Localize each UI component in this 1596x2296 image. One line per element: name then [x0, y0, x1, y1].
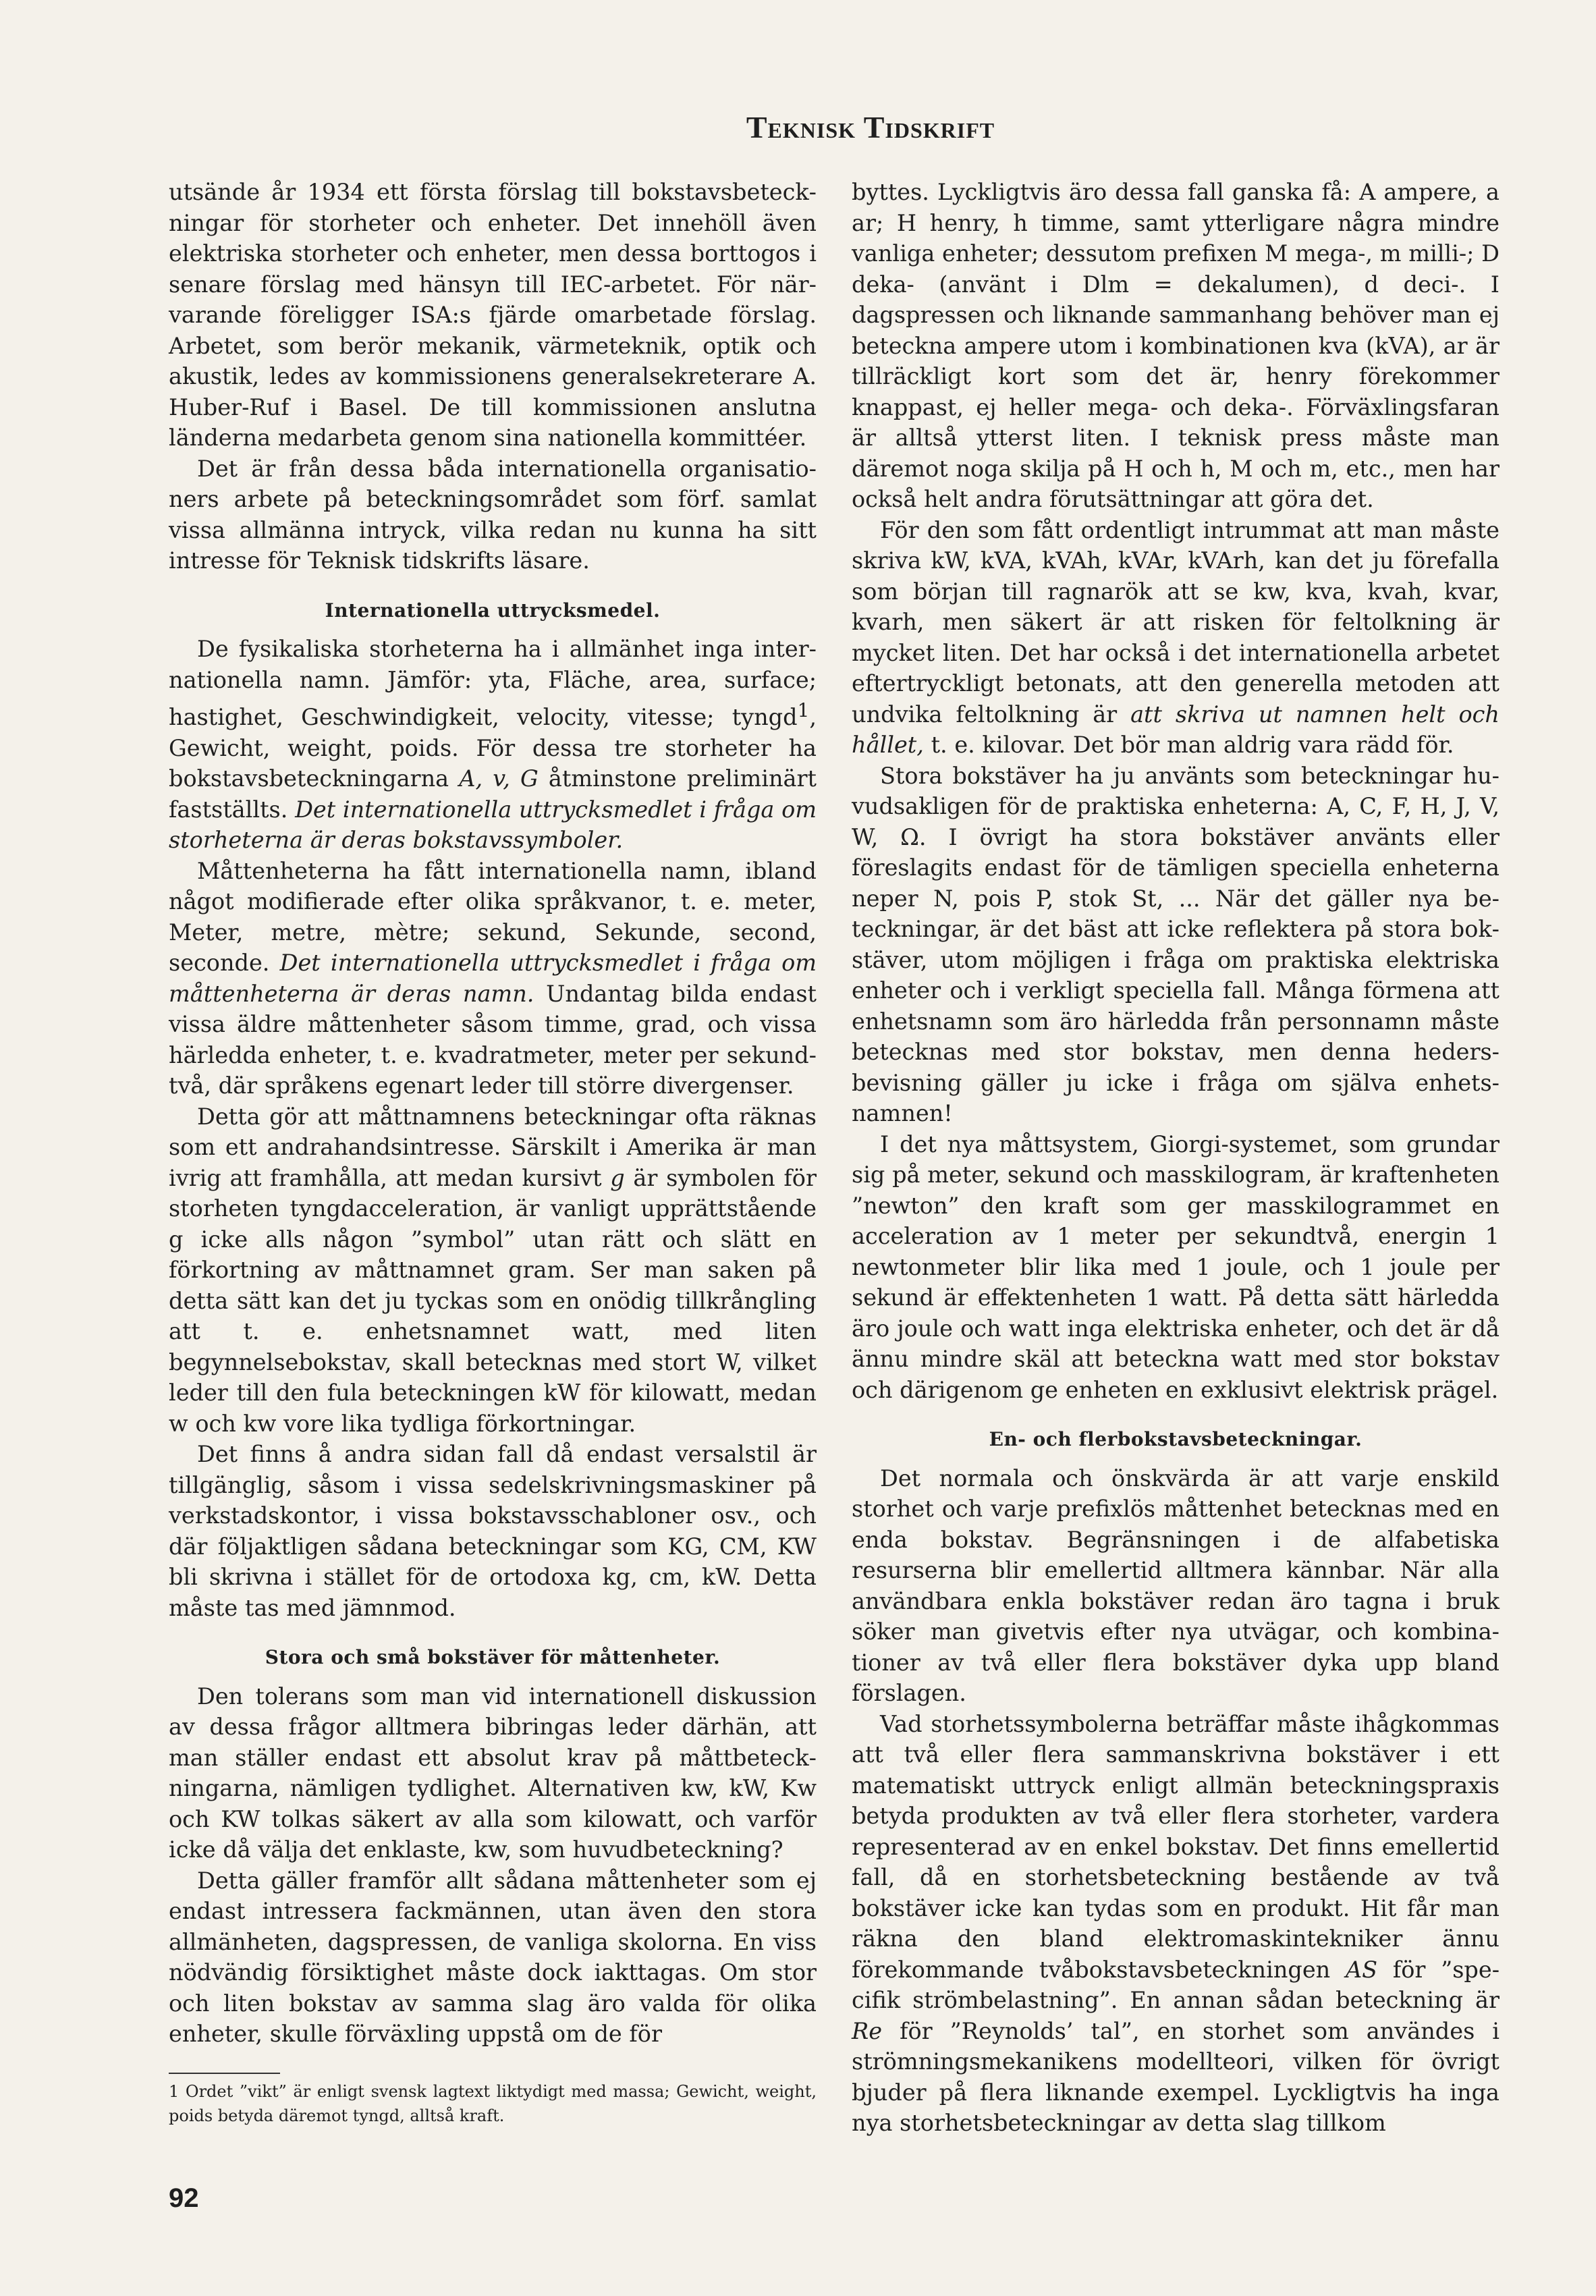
paragraph: Detta gör att måttnamnens beteckningar ofta räknas som ett andrahandsintresse. Särskilt i Amerika är man ivrig att framhålla, att medan kursivt g är symbolen för storheten tyngdacceleration, är vanligt upprättstående g icke alls någon ”symbol” utan rätt och slätt en förkortning av måttnamnet gram. Ser man saken på detta sätt kan det ju tyckas som en onödig tillkrångling att t. e. enhetsnamnet watt, med liten begynnelsebokstav, skall betecknas med stort W, vilket leder till den fula beteckningen kW för kilowatt, medan w och kw vore lika tydliga förkortningar.	[169, 1103, 817, 1437]
paragraph: utsände år 1934 ett första förslag till bokstavsbeteckningar för storheter och enheter. Det innehöll även elektriska storheter och enheter, men dessa borttogos i senare förslag med hänsyn till IEC-arbetet. För närvarande föreligger ISA:s fjärde omarbetade förslag. Arbetet, som berör mekanik, värmeteknik, optik och akustik, ledes av kommissionens generalsekreterare A. Huber-Ruf i Basel. De till kommissionen anslutna länderna medarbeta genom sina nationella kommittéer.	[169, 179, 817, 451]
paragraph: Detta gäller framför allt sådana måttenheter som ej endast intressera fackmännen, utan även den stora allmänheten, dagspressen, de vanliga skolorna. En viss nödvändig försiktighet måste dock iakttagas. Om stor och liten bokstav av samma slag äro valda för olika enheter, skulle förväxling uppstå om de för	[169, 1867, 817, 2048]
left-column	[169, 177, 817, 2128]
section-heading: Stora och små bokstäver för måttenheter.	[265, 1646, 721, 1669]
paragraph: Det finns å andra sidan fall då endast versalstil är tillgänglig, såsom i vissa sedelskrivningsmaskiner på verkstadskontor, i vissa bokstavsschabloner osv., och där följaktligen sådana beteckningar som KG, CM, KW bli skrivna i stället för de ortodoxa kg, cm, kW. Detta måste tas med jämnmod.	[169, 1441, 817, 1621]
symbol: AS	[1345, 1956, 1378, 1983]
section-heading: En- och flerbokstavsbeteckningar.	[989, 1428, 1363, 1450]
emphasis: Det internationella uttrycksmedlet i fråga om måttenheterna är deras namn.	[169, 950, 817, 1007]
paragraph: Det är från dessa båda internationella organisationers arbete på beteckningsområdet som förf. samlat vissa allmänna intryck, vilka redan nu kunna ha sitt intresse för Teknisk tidskrifts läsare.	[169, 455, 817, 574]
journal-masthead: Teknisk Tidskrift	[746, 110, 995, 144]
emphasis: Det internationella uttrycksmedlet i fråga om storheterna är deras bokstavssymboler.	[169, 796, 817, 854]
paragraph: Vad storhetssymbolerna beträffar måste ihågkommas att två eller flera sammanskrivna bokstäver i ett matematiskt uttryck enligt allmän beteckningspraxis betyda produkten av två eller flera storheter, vardera representerad av en enkel bokstav. Det finns emellertid fall, då en storhetsbeteckning bestående av två bokstäver icke kan tydas som en produkt. Hit får man räkna den bland elektromaskintekniker ännu förekommande tvåbokstavsbeteckningen AS för ”specifik strömbelastning”. En annan sådan beteckning är Re för ”Reynolds’ tal”, en storhet som användes i strömningsmekanikens modellteori, vilken för övrigt bjuder på flera liknande exempel. Lyckligtvis ha inga nya storhetsbeteckningar av detta slag tillkom	[852, 1710, 1500, 2136]
symbol: Re	[852, 2017, 883, 2044]
right-column	[852, 177, 1499, 2139]
footnote-ref: 1	[797, 699, 810, 721]
emphasis: att skriva ut namnen helt och hållet,	[852, 701, 1499, 758]
footnote-divider	[169, 2073, 280, 2074]
paragraph: Den tolerans som man vid internationell diskussion av dessa frågor alltmera bibringas leder därhän, att man ställer endast ett absolut krav på måttbeteckningarna, nämligen tydlighet. Alternativen kw, kW, Kw och KW tolkas säkert av alla som kilowatt, och varför icke då välja det enklaste, kw, som huvudbeteckning?	[169, 1683, 817, 1863]
paragraph: För den som fått ordentligt intrummat att man måste skriva kW, kVA, kVAh, kVAr, kVArh, kan det ju förefalla som början till ragnarök att se kw, kva, kvah, kvar, kvarh, men säkert är att risken för feltolkning är mycket liten. Det har också i det internationella arbetet eftertryckligt betonats, att den generella metoden att undvika feltolkning är att skriva ut namnen helt och hållet, t. e. kilovar. Det bör man aldrig vara rädd för.	[852, 516, 1499, 758]
section-heading: Internationella uttrycksmedel.	[325, 599, 661, 622]
paragraph: Det normala och önskvärda är att varje enskild storhet och varje prefixlös måttenhet betecknas med en enda bokstav. Begränsningen i de alfabetiska resurserna blir emellertid alltmera kännbar. När alla användbara enkla bokstäver redan äro tagna i bruk söker man givetvis efter nya utvägar, och kombinationer av två eller flera bokstäver dyka upp bland förslagen.	[852, 1465, 1499, 1706]
paragraph: De fysikaliska storheterna ha i allmänhet inga internationella namn. Jämför: yta, Fläche, area, surface; hastighet, Geschwindigkeit, velocity, vitesse; tyngd$^1$, Gewicht, weight, poids. För dessa tre storheter ha bokstavsbeteckningarna A, v, G åtminstone preliminärt fastställts. Det internationella uttrycksmedlet i fråga om storheterna är deras bokstavssymboler.	[169, 636, 817, 854]
page-number: 92	[169, 2183, 199, 2213]
paragraph: I det nya måttsystem, Giorgi-systemet, som grundar sig på meter, sekund och masskilogram, är kraftenheten ”newton” den kraft som ger masskilogrammet en acceleration av 1 meter per sekundtvå, energin 1 newtonmeter blir lika med 1 joule, och 1 joule per sekund är effektenheten 1 watt. På detta sätt härledda äro joule och watt inga elektriska enheter, och det är då ännu mindre skäl att beteckna watt med stor bokstav och därigenom ge enheten en exklusivt elektrisk prägel.	[852, 1130, 1499, 1403]
symbol: g	[610, 1164, 625, 1191]
paragraph: Stora bokstäver ha ju använts som beteckningar huvudsakligen för de praktiska enheterna: A, C, F, H, J, V, W, Ω. I övrigt ha stora bokstäver använts eller föreslagits endast för de tämligen speciella enheterna neper N, pois P, stok St, ... När det gäller nya beteckningar, är det bäst att icke reflektera på stora bokstäver, utom möjligen i fråga om praktiska elektriska enheter och i verkligt speciella fall. Många förmena att enhetsnamn som äro härledda från personnamn måste betecknas med stor bokstav, men denna hedersbevisning gäller ju icke i fråga om själva enhetsnamnen!	[852, 762, 1499, 1126]
paragraph: Måttenheterna ha fått internationella namn, ibland något modifierade efter olika språkvanor, t. e. meter, Meter, metre, mètre; sekund, Sekunde, second, seconde. Det internationella uttrycksmedlet i fråga om måttenheterna är deras namn. Undantag bilda endast vissa äldre måttenheter såsom timme, grad, och vissa härledda enheter, t. e. kvadratmeter, meter per sekundtvå, där språkens egenart leder till större divergenser.	[169, 857, 817, 1099]
symbol: A, v, G	[459, 765, 539, 792]
footnote: 1 Ordet ”vikt” är enligt svensk lagtext liktydigt med massa; Gewicht, weight, poids betyda däremot tyngd, alltså kraft.	[169, 2081, 817, 2125]
paragraph: byttes. Lyckligtvis äro dessa fall ganska få: A ampere, a ar; H henry, h timme, samt ytterligare några mindre vanliga enheter; dessutom prefixen M mega-, m milli-; D deka- (använt i Dlm = dekalumen), d deci-. I dagspressen och liknande sammanhang behöver man ej beteckna ampere utom i kombinationen kva (kVA), ar är tillräckligt kort som det är, henry förekommer knappast, ej heller mega- och deka-. Förväxlingsfaran är alltså ytterst liten. I teknisk press måste man däremot noga skilja på H och h, M och m, etc., men har också helt andra förutsättningar att göra det.	[852, 179, 1499, 512]
